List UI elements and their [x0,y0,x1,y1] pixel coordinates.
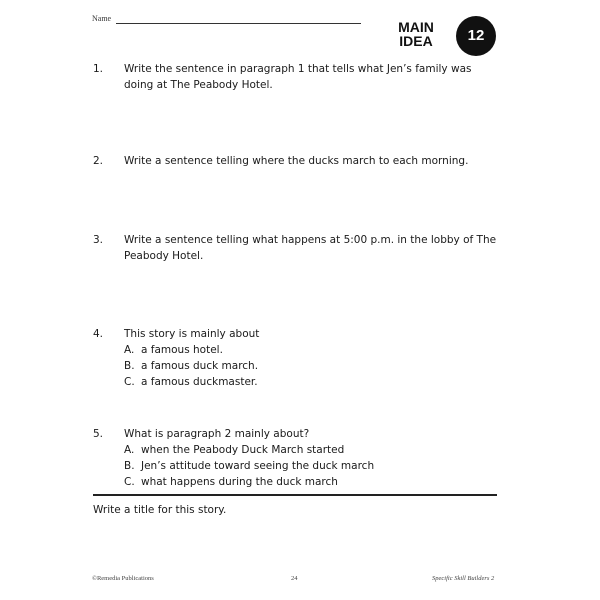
footer-series: Specific Skill Builders 2 [432,575,495,582]
section-title-line1: MAIN [398,19,434,35]
lesson-number-badge: 12 [456,16,496,56]
question-number: 3. [93,234,104,246]
question-1 [93,61,503,93]
question-text: What is paragraph 2 mainly about? [124,428,310,440]
option-letter: B. [124,360,135,372]
question-3 [93,232,503,264]
section-title-line2: IDEA [399,33,433,49]
option-letter: B. [124,460,135,472]
option-text: a famous duck march. [141,360,259,372]
answer-option-b[interactable] [124,358,503,374]
answer-option-a[interactable] [124,442,503,458]
question-2 [93,153,503,169]
option-text: what happens during the duck march [141,476,338,488]
section-title [381,20,451,48]
question-text: This story is mainly about [124,328,260,340]
answer-option-a[interactable] [124,342,503,358]
question-number: 5. [93,428,104,440]
option-text: when the Peabody Duck March started [141,444,345,456]
question-text: Write the sentence in paragraph 1 that tells what Jen’s family was doing at The Peabody Hotel. [124,63,472,91]
answer-option-c[interactable] [124,474,503,490]
footer-page-number: 24 [291,575,298,582]
question-5 [93,426,503,490]
name-row [92,14,361,24]
footer-publisher: ©Remedia Publications [92,575,154,582]
option-letter: C. [124,476,135,488]
option-text: a famous duckmaster. [141,376,258,388]
option-text: a famous hotel. [141,344,223,356]
answer-option-c[interactable] [124,374,503,390]
question-4 [93,326,503,390]
answer-option-b[interactable] [124,458,503,474]
question-number: 2. [93,155,104,167]
option-letter: A. [124,444,135,456]
option-letter: C. [124,376,135,388]
section-divider [93,494,497,496]
name-blank-line[interactable] [116,14,361,24]
question-text: Write a sentence telling where the ducks march to each morning. [124,155,469,167]
question-number: 4. [93,328,104,340]
question-number: 1. [93,63,104,75]
title-prompt: Write a title for this story. [93,504,227,516]
option-text: Jen’s attitude toward seeing the duck march [141,460,375,472]
name-label: Name [92,14,112,23]
question-text: Write a sentence telling what happens at 5:00 p.m. in the lobby of The Peabody Hotel. [124,234,497,262]
option-letter: A. [124,344,135,356]
